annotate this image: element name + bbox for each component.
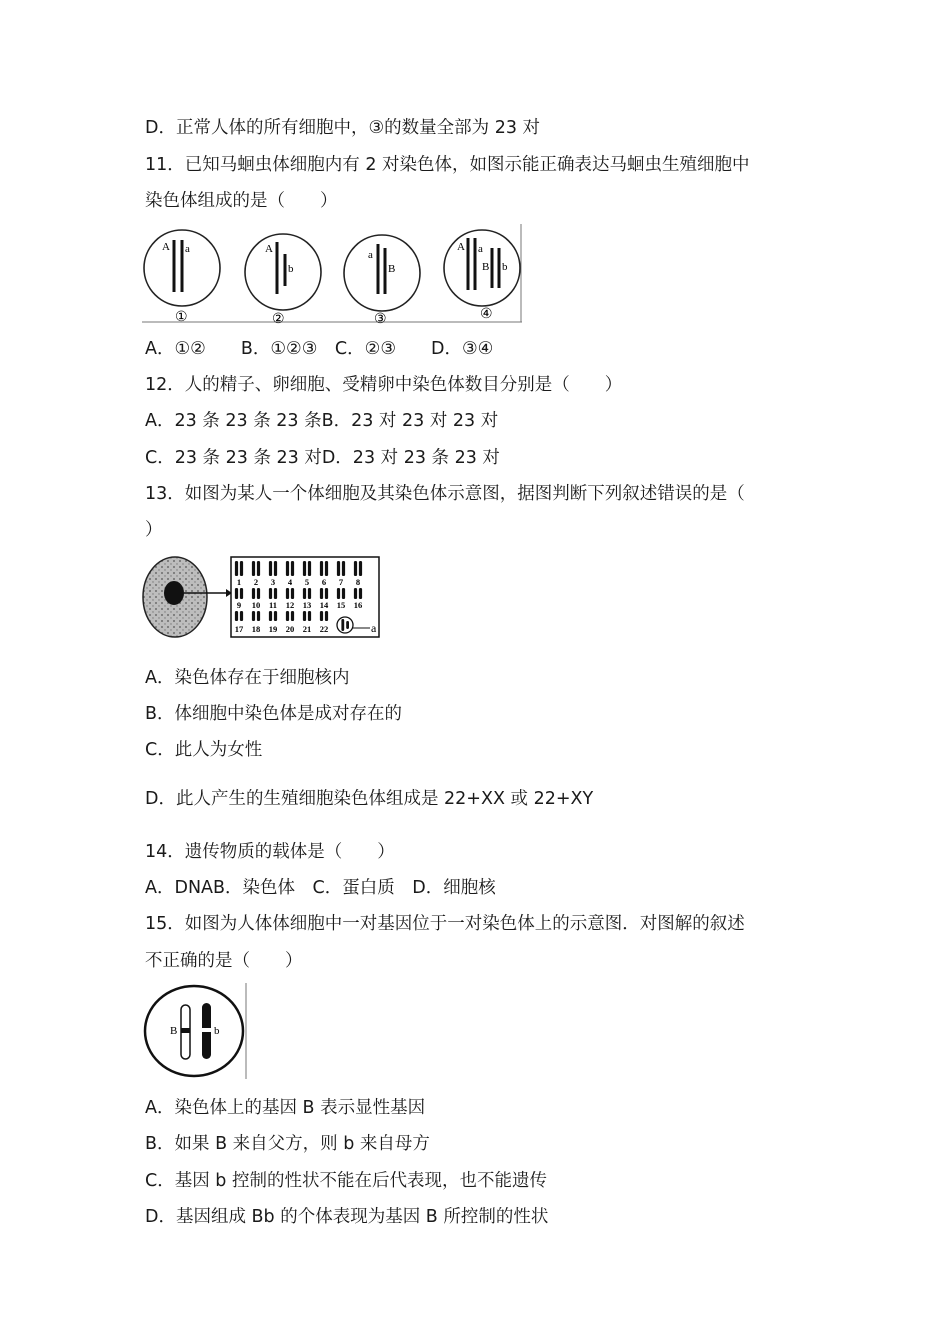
- chromosome-number-3: 3: [270, 577, 276, 587]
- gene-b-upper: [181, 1028, 190, 1033]
- q12-options-ab: A．23 条 23 条 23 条B．23 对 23 对 23 对: [145, 411, 499, 431]
- chromosome-number-4: 4: [287, 577, 293, 587]
- cell-3-label-b: B: [388, 263, 396, 275]
- q10-option-d: D．正常人体的所有细胞中，③的数量全部为 23 对: [145, 118, 541, 138]
- chromosome-11-2: [274, 588, 277, 599]
- chromosome-14-1: [320, 588, 323, 599]
- q12-options-cd: C．23 条 23 条 23 对D．23 对 23 条 23 对: [145, 448, 500, 468]
- chromosome-8-1: [354, 561, 357, 576]
- cell-2-label-a: A: [265, 243, 273, 255]
- q13-option-a: A．染色体存在于细胞核内: [145, 668, 350, 688]
- chromosome-17-2: [240, 611, 243, 621]
- chromosome-18-2: [257, 611, 260, 621]
- q13-karyotype-figure: [142, 553, 384, 641]
- cell-2-label-b: b: [288, 263, 294, 275]
- cell-4-label-b: a: [478, 243, 483, 255]
- q13-option-c: C．此人为女性: [145, 740, 263, 760]
- chromosome-number-12: 12: [285, 600, 295, 610]
- chromosome-2-1: [252, 561, 255, 576]
- cell-1-label-a: A: [162, 241, 170, 253]
- q13-option-b: B．体细胞中染色体是成对存在的: [145, 704, 403, 724]
- chromosome-number-2: 2: [253, 577, 259, 587]
- q15-option-c: C．基因 b 控制的性状不能在后代表现，也不能遗传: [145, 1171, 547, 1191]
- chromosome-number-22: 22: [319, 624, 329, 634]
- chromosome-number-7: 7: [338, 577, 344, 587]
- chromosome-7-2: [342, 561, 345, 576]
- chromosome-11-1: [269, 588, 272, 599]
- chromosome-5-2: [308, 561, 311, 576]
- chromosome-3-1: [269, 561, 272, 576]
- chromosome-number-16: 16: [353, 600, 363, 610]
- cell-3-number: ③: [374, 312, 387, 326]
- cell-1: [144, 230, 220, 325]
- sex-chromosome-label: a: [371, 621, 377, 635]
- chromosome-1-1: [235, 561, 238, 576]
- q11-options: A．①② B．①②③ C．②③ D．③④: [145, 339, 494, 359]
- q13-stem-line2: ）: [145, 520, 163, 540]
- cell-4-label-c: B: [482, 261, 490, 273]
- chromosome-6-2: [325, 561, 328, 576]
- q15-option-a: A．染色体上的基因 B 表示显性基因: [145, 1098, 426, 1118]
- chromosome-number-1: 1: [236, 577, 242, 587]
- chromosome-number-8: 8: [355, 577, 361, 587]
- chromosome-10-2: [257, 588, 260, 599]
- chromosome-2-2: [257, 561, 260, 576]
- cell-1-number: ①: [175, 310, 188, 325]
- cell-4-label-d: b: [502, 261, 508, 273]
- chromosome-10-1: [252, 588, 255, 599]
- q11-stem-line1: 11．已知马蛔虫体细胞内有 2 对染色体，如图示能正确表达马蛔虫生殖细胞中: [145, 155, 750, 175]
- chromosome-number-14: 14: [319, 600, 329, 610]
- chromosome-number-11: 11: [268, 600, 278, 610]
- gene-label-b-upper: B: [170, 1025, 178, 1037]
- chromosome-number-15: 15: [336, 600, 346, 610]
- q15-stem-line1: 15．如图为人体体细胞中一对基因位于一对染色体上的示意图．对图解的叙述: [145, 914, 745, 934]
- q11-cells-figure: [142, 222, 524, 326]
- gene-label-b-lower: b: [214, 1025, 220, 1037]
- chromosome-number-20: 20: [285, 624, 295, 634]
- chromosome-number-9: 9: [236, 600, 242, 610]
- cell-1-label-b: a: [185, 243, 190, 255]
- chromosome-21-2: [308, 611, 311, 621]
- cell-3: [344, 235, 420, 326]
- chromosome-16-1: [354, 588, 357, 599]
- chromosome-number-10: 10: [251, 600, 261, 610]
- chromosome-16-2: [359, 588, 362, 599]
- cell-4-label-a: A: [457, 241, 465, 253]
- chromosome-22-2: [325, 611, 328, 621]
- chromosome-22-1: [320, 611, 323, 621]
- chromosome-number-21: 21: [302, 624, 312, 634]
- chromosome-13-2: [308, 588, 311, 599]
- chromosome-14-2: [325, 588, 328, 599]
- chromosome-17-1: [235, 611, 238, 621]
- chromosome-20-1: [286, 611, 289, 621]
- chromosome-20-2: [291, 611, 294, 621]
- chromosome-1-2: [240, 561, 243, 576]
- chromosome-19-1: [269, 611, 272, 621]
- chromosome-18-1: [252, 611, 255, 621]
- chromosome-6-1: [320, 561, 323, 576]
- q12-stem: 12．人的精子、卵细胞、受精卵中染色体数目分别是（ ）: [145, 375, 623, 395]
- sex-chromosome-2: [346, 621, 349, 629]
- cell-3-label-a: a: [368, 249, 373, 261]
- nucleus: [164, 581, 184, 605]
- q13-option-d: D．此人产生的生殖细胞染色体组成是 22+XX 或 22+XY: [145, 789, 594, 809]
- q15-option-d: D．基因组成 Bb 的个体表现为基因 B 所控制的性状: [145, 1207, 549, 1227]
- chromosome-19-2: [274, 611, 277, 621]
- chromosome-7-1: [337, 561, 340, 576]
- q14-options: A．DNAB．染色体 C．蛋白质 D．细胞核: [145, 878, 496, 898]
- chromosome-8-2: [359, 561, 362, 576]
- q13-stem-line1: 13．如图为某人一个体细胞及其染色体示意图，据图判断下列叙述错误的是（: [145, 484, 745, 504]
- q11-stem-line2: 染色体组成的是（ ）: [145, 191, 338, 211]
- chromosome-12-1: [286, 588, 289, 599]
- chromosome-4-1: [286, 561, 289, 576]
- chromosome-13-1: [303, 588, 306, 599]
- chromosome-number-6: 6: [321, 577, 327, 587]
- q15-option-b: B．如果 B 来自父方，则 b 来自母方: [145, 1134, 430, 1154]
- q15-stem-line2: 不正确的是（ ）: [145, 951, 303, 971]
- chromosome-9-2: [240, 588, 243, 599]
- chromosome-4-2: [291, 561, 294, 576]
- chromosome-number-19: 19: [268, 624, 278, 634]
- chromosome-15-1: [337, 588, 340, 599]
- cell-4: [444, 230, 520, 322]
- q15-gene-figure: [142, 983, 250, 1081]
- chromosome-number-13: 13: [302, 600, 312, 610]
- chromosome-12-2: [291, 588, 294, 599]
- chromosome-21-1: [303, 611, 306, 621]
- cell-2: [245, 234, 321, 326]
- chromosome-3-2: [274, 561, 277, 576]
- chromosome-number-5: 5: [304, 577, 310, 587]
- chromosome-number-18: 18: [251, 624, 261, 634]
- chromosome-number-17: 17: [234, 624, 244, 634]
- chromosome-15-2: [342, 588, 345, 599]
- cell-2-number: ②: [272, 312, 285, 326]
- cell-4-number: ④: [480, 307, 493, 322]
- chromosome-5-1: [303, 561, 306, 576]
- sex-chromosome-1: [341, 619, 344, 631]
- chromosome-9-1: [235, 588, 238, 599]
- q14-stem: 14．遗传物质的载体是（ ）: [145, 842, 395, 862]
